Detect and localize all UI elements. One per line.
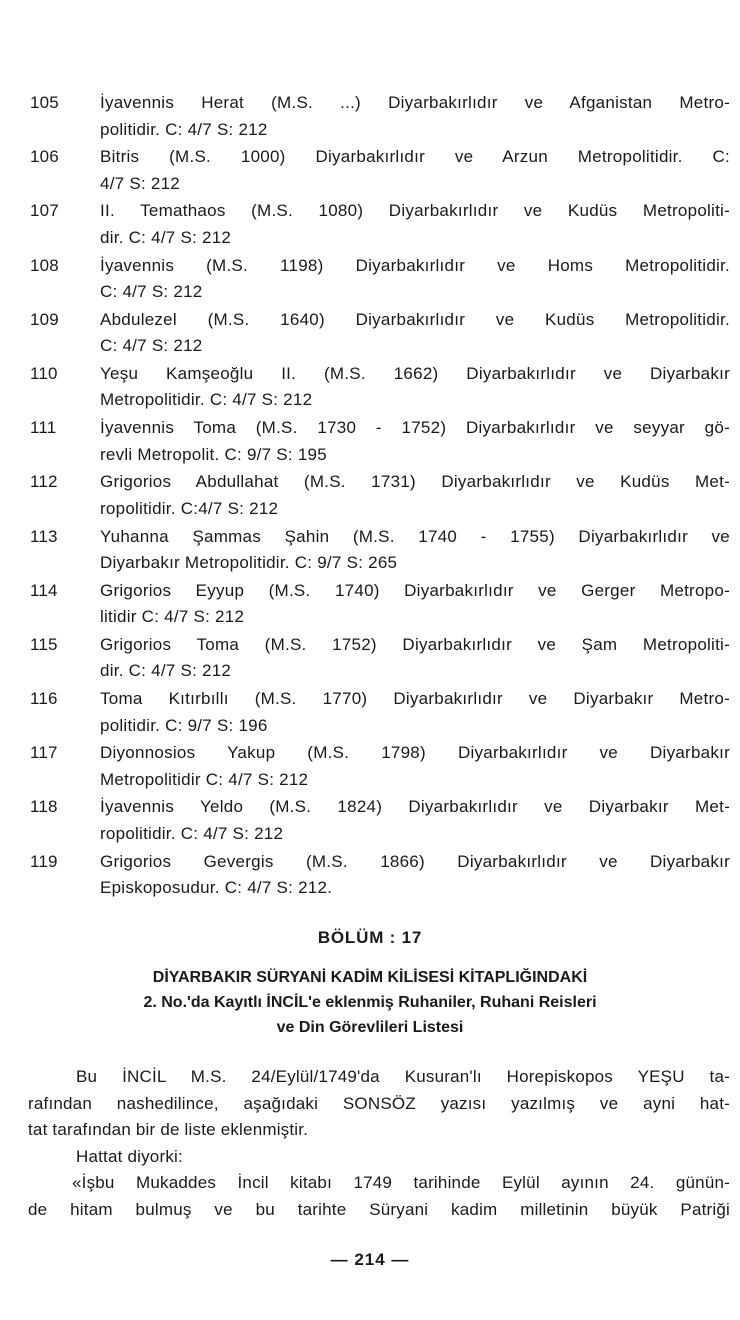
entry-line: İyavennis Herat (M.S. ...) Diyarbakırlıdır ve Afganistan Metro- <box>100 93 730 112</box>
entry-number: 110 <box>30 363 58 383</box>
entry-line: Bitris (M.S. 1000) Diyarbakırlıdır ve Arzun Metropolitidir. C: <box>100 147 730 167</box>
entry-text <box>100 253 730 306</box>
entry-number: 119 <box>30 851 58 871</box>
list-item <box>30 198 730 251</box>
body-paragraphs <box>28 1064 730 1223</box>
entry-line: Grigorios Gevergis (M.S. 1866) Diyarbakırlıdır ve Diyarbakır <box>100 851 730 871</box>
body-line: de hitam bulmuş ve bu tarihte Süryani kadim milletinin büyük Patriği <box>28 1199 730 1219</box>
entry-text <box>100 361 730 414</box>
entry-number: 111 <box>30 418 57 438</box>
entry-line: Yuhanna Şammas Şahin (M.S. 1740 - 1755) Diyarbakırlıdır ve <box>100 526 730 546</box>
entry-line: politidir. C: 4/7 S: 212 <box>100 119 268 139</box>
heading-line: ve Din Görevlileri Listesi <box>276 1019 464 1036</box>
page-number: — 214 — <box>330 1250 410 1269</box>
entry-number: 118 <box>30 797 58 817</box>
entry-number: 108 <box>30 255 59 275</box>
entry-line: İyavennis Yeldo (M.S. 1824) Diyarbakırlıdır ve Diyarbakır Met- <box>100 797 730 817</box>
entry-line: Yeşu Kamşeoğlu II. (M.S. 1662) Diyarbakırlıdır ve Diyarbakır <box>100 363 730 383</box>
entry-line: Abdulezel (M.S. 1640) Diyarbakırlıdır ve Kudüs Metropolitidir. <box>100 309 730 329</box>
list-item <box>30 794 730 847</box>
body-line: tat tarafından bir de liste eklenmiştir. <box>28 1120 309 1139</box>
entry-text <box>100 307 730 360</box>
entry-number: 105 <box>30 93 59 112</box>
list-item <box>30 144 730 197</box>
entry-number: 116 <box>30 689 58 709</box>
entry-line: ropolitidir. C:4/7 S: 212 <box>100 498 279 518</box>
entry-text <box>100 686 730 739</box>
list-item <box>30 307 730 360</box>
section-heading <box>0 965 740 1040</box>
heading-line: 2. No.'da Kayıtlı İNCİL'e eklenmiş Ruhaniler, Ruhani Reisleri <box>143 994 597 1011</box>
entry-text <box>100 90 730 143</box>
entry-text <box>100 524 730 577</box>
entry-line: C: 4/7 S: 212 <box>100 336 203 356</box>
entry-number: 115 <box>30 634 58 654</box>
entry-number: 109 <box>30 309 59 329</box>
entry-text <box>100 144 730 197</box>
entry-line: İyavennis (M.S. 1198) Diyarbakırlıdır ve Homs Metropolitidir. <box>100 255 730 275</box>
body-line: «İşbu Mukaddes İncil kitabı 1749 tarihinde Eylül ayının 24. günün- <box>72 1173 730 1192</box>
list-item <box>30 740 730 793</box>
entry-text <box>100 740 730 793</box>
entry-line: II. Temathaos (M.S. 1080) Diyarbakırlıdır ve Kudüs Metropoliti- <box>100 201 730 221</box>
body-line: Hattat diyorki: <box>76 1146 183 1166</box>
entry-line: Grigorios Abdullahat (M.S. 1731) Diyarbakırlıdır ve Kudüs Met- <box>100 472 730 492</box>
entry-line: Diyarbakır Metropolitidir. C: 9/7 S: 265 <box>100 553 398 572</box>
clergy-list <box>30 90 730 903</box>
list-item <box>30 415 730 468</box>
entry-text <box>100 849 730 902</box>
entry-line: Diyonnosios Yakup (M.S. 1798) Diyarbakırlıdır ve Diyarbakır <box>100 743 730 763</box>
entry-number: 114 <box>30 580 58 600</box>
body-line: Bu İNCİL M.S. 24/Eylül/1749'da Kusuran'lı Horepiskopos YEŞU ta- <box>76 1067 730 1086</box>
entry-line: ropolitidir. C: 4/7 S: 212 <box>100 823 284 843</box>
entry-line: dir. C: 4/7 S: 212 <box>100 227 232 247</box>
entry-number: 106 <box>30 147 59 167</box>
entry-line: Metropolitidir. C: 4/7 S: 212 <box>100 390 313 410</box>
entry-text <box>100 198 730 251</box>
entry-line: Episkoposudur. C: 4/7 S: 212. <box>100 878 333 898</box>
chapter-title: BÖLÜM : 17 <box>317 928 423 947</box>
heading-line: DİYARBAKIR SÜRYANİ KADİM KİLİSESİ KİTAPLIĞINDAKİ <box>152 969 588 986</box>
entry-line: Grigorios Eyyup (M.S. 1740) Diyarbakırlıdır ve Gerger Metropo- <box>100 580 730 600</box>
list-item <box>30 90 730 143</box>
entry-line: C: 4/7 S: 212 <box>100 282 203 302</box>
entry-line: politidir. C: 9/7 S: 196 <box>100 715 268 735</box>
entry-line: Metropolitidir C: 4/7 S: 212 <box>100 769 309 789</box>
list-item <box>30 253 730 306</box>
entry-text <box>100 578 730 631</box>
entry-text <box>100 469 730 522</box>
entry-line: revli Metropolit. C: 9/7 S: 195 <box>100 444 327 464</box>
list-item <box>30 849 730 902</box>
entry-text <box>100 632 730 685</box>
list-item <box>30 469 730 522</box>
entry-line: 4/7 S: 212 <box>100 173 181 193</box>
entry-line: Grigorios Toma (M.S. 1752) Diyarbakırlıdır ve Şam Metropoliti- <box>100 634 730 654</box>
entry-text <box>100 415 730 468</box>
entry-number: 107 <box>30 201 59 221</box>
entry-number: 113 <box>30 526 58 546</box>
entry-number: 112 <box>30 472 58 492</box>
entry-line: litidir C: 4/7 S: 212 <box>100 607 245 627</box>
list-item <box>30 686 730 739</box>
list-item <box>30 578 730 631</box>
entry-line: İyavennis Toma (M.S. 1730 - 1752) Diyarbakırlıdır ve seyyar gö- <box>100 418 730 438</box>
entry-line: dir. C: 4/7 S: 212 <box>100 661 232 681</box>
entry-number: 117 <box>30 743 58 763</box>
list-item <box>30 632 730 685</box>
entry-line: Toma Kıtırbıllı (M.S. 1770) Diyarbakırlıdır ve Diyarbakır Metro- <box>100 689 730 709</box>
entry-text <box>100 794 730 847</box>
list-item <box>30 361 730 414</box>
body-line: rafından nashedilince, aşağıdaki SONSÖZ yazısı yazılmış ve ayni hat- <box>28 1093 730 1113</box>
list-item <box>30 524 730 577</box>
